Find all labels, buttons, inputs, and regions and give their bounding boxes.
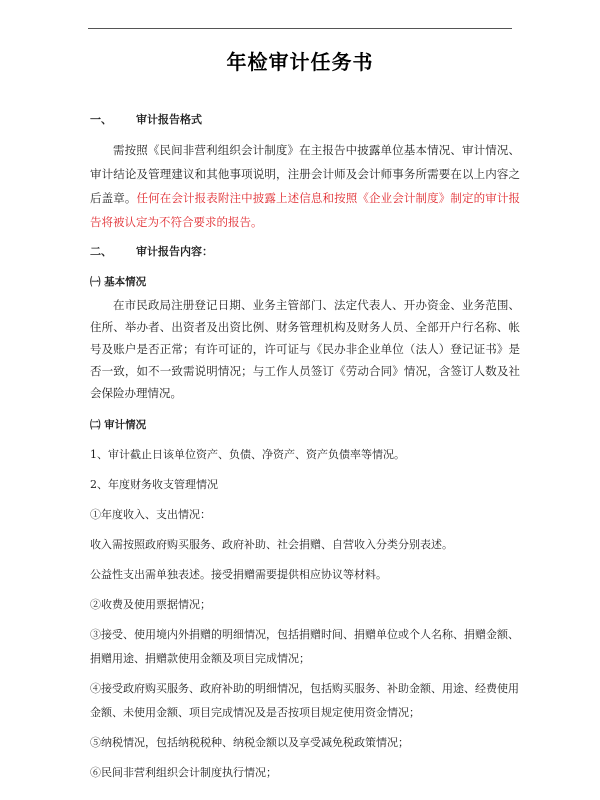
section-1-title: 审计报告格式 — [136, 113, 202, 126]
section-1-text: 需按照《民间非营利组织会计制度》在主报告中披露单位基本情况、审计情况、审计结论及管理建议和其他事项说明，注册会计师及会计师事务所需要在以上内容之后盖章。 — [90, 143, 520, 205]
audit-item: 公益性支出需单独表述。接受捐赠需要提供相应协议等材料。 — [90, 568, 387, 581]
audit-item: 1、审计截止日该单位资产、负债、净资产、资产负债率等情况。 — [90, 448, 405, 461]
audit-info-heading: ㈡ 审计情况 — [90, 419, 147, 431]
document-body — [90, 108, 520, 785]
top-rule — [88, 28, 512, 29]
basic-info-heading: ㈠ 基本情况 — [90, 276, 147, 288]
audit-item: 收入需按照政府购买服务、政府补助、社会捐赠、自营收入分类分别表述。 — [90, 538, 453, 551]
section-1-paragraph — [90, 138, 520, 234]
section-2-title: 审计报告内容： — [136, 245, 213, 258]
section-2-number: 二、 — [90, 245, 112, 258]
section-1-warning-text: 任何在会计报表附注中披露上述信息和按照《企业会计制度》制定的审计报告将被认定为不符合要求的报告。 — [90, 191, 520, 229]
audit-item: ①年度收入、支出情况： — [90, 508, 211, 521]
audit-item: ⑥民间非营利组织会计制度执行情况； — [90, 766, 277, 779]
section-1-number: 一、 — [90, 113, 112, 126]
audit-item: 2、年度财务收支管理情况 — [90, 478, 218, 491]
audit-item: ⑤纳税情况，包括纳税税种、纳税金额以及享受减免税政策情况； — [90, 736, 409, 749]
basic-info-paragraph: 在市民政局注册登记日期、业务主管部门、法定代表人、开办资金、业务范围、住所、举办者、出资者及出资比例、财务管理机构及财务人员、全部开户行名称、帐号及账户是否正常；有许可证的，许可证与《民办非企业单位（法人）登记证书》是否一致，如不一致需说明情况；与工作人员签订《劳动合同》情况，含签订人数及社会保险办理情况。 — [90, 298, 520, 400]
audit-item: ③接受、使用境内外捐赠的明细情况，包括捐赠时间、捐赠单位或个人名称、捐赠金额、捐赠用途、捐赠款使用金额及项目完成情况； — [90, 628, 519, 665]
audit-item: ②收费及使用票据情况； — [90, 598, 211, 611]
section-2-heading — [90, 240, 520, 264]
document-title: 年检审计任务书 — [226, 50, 374, 74]
section-1-heading — [90, 108, 520, 132]
audit-item: ④接受政府购买服务、政府补助的明细情况，包括购买服务、补助金额、用途、经费使用金额、未使用金额、项目完成情况及是否按项目规定使用资金情况； — [90, 682, 519, 719]
